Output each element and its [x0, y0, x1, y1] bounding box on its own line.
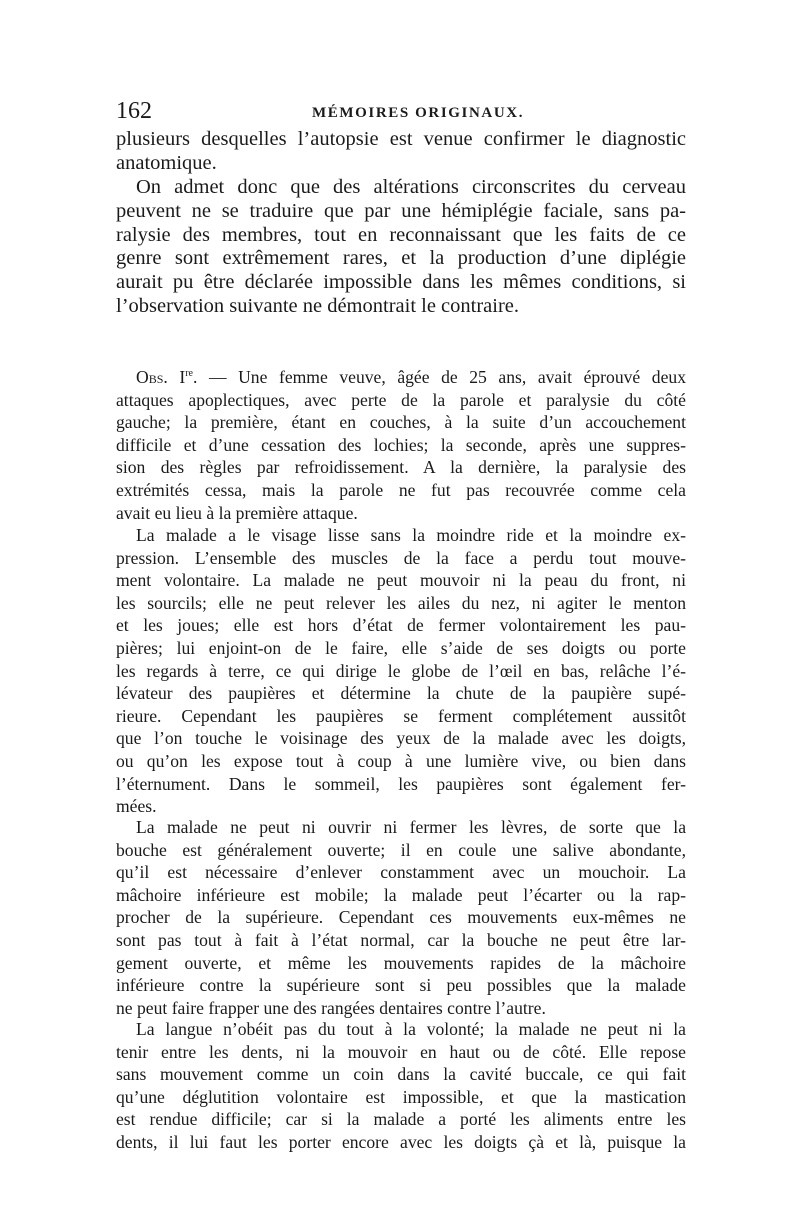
- text-line: pression. L’ensemble des muscles de la face a perdu tout mouve-: [116, 547, 686, 568]
- text-line: ou qu’on les expose tout à coup à une lumière vive, ou bien dans: [116, 750, 686, 771]
- text-line: ment volontaire. La malade ne peut mouvoir ni la peau du front, ni: [116, 570, 686, 591]
- paragraph-continuation: [116, 128, 686, 176]
- text-line: rieure. Cependant les paupières se ferment complétement aussitôt: [116, 705, 686, 726]
- observation-paragraph: [116, 366, 686, 524]
- text-line: sans mouvement comme un coin dans la cavité buccale, ce qui fait: [116, 1064, 686, 1085]
- text-line: mées.: [116, 796, 157, 817]
- text-line: mâchoire inférieure est mobile; la malade peut l’écarter ou la rap-: [116, 884, 686, 905]
- running-head: MÉMOIRES ORIGINAUX.: [312, 105, 525, 121]
- text-line: La malade a le visage lisse sans la moindre ride et la moindre ex-: [136, 525, 686, 545]
- page-number: 162: [116, 98, 152, 124]
- text-line: l’éternument. Dans le sommeil, les paupières sont également fer-: [116, 773, 686, 794]
- text-line: et les joues; elle est hors d’état de fermer volontairement les pau-: [116, 615, 686, 636]
- text-line: peuvent ne se traduire que par une hémiplégie faciale, sans pa-: [116, 199, 686, 222]
- text-line: sont pas tout à fait à l’état normal, car la bouche ne peut être lar-: [116, 929, 686, 950]
- text-line: inférieure contre la supérieure sont si peu possibles que la malade: [116, 975, 686, 996]
- text-line: qu’il est nécessaire d’enlever constamment avec un mouchoir. La: [116, 862, 686, 883]
- text-line: extrémités cessa, mais la parole ne fut pas recouvrée comme cela: [116, 479, 686, 500]
- text-line: On admet donc que des altérations circonscrites du cerveau: [136, 176, 686, 198]
- text-line: est rendue difficile; car si la malade a porté les aliments entre les: [116, 1109, 686, 1130]
- text-line: gauche; la première, étant en couches, à la suite d’un accouchement: [116, 412, 686, 433]
- paragraph-face: [116, 524, 686, 818]
- text-line: gement ouverte, et même les mouvements rapides de la mâchoire: [116, 952, 686, 973]
- text-line: attaques apoplectiques, avec perte de la parole et paralysie du côté: [116, 389, 686, 410]
- text-line: les regards à terre, ce qui dirige le globe de l’œil en bas, relâche l’é-: [116, 660, 686, 681]
- text-line: La langue n’obéit pas du tout à la volonté; la malade ne peut ni la: [136, 1019, 686, 1039]
- paragraph-tongue: [116, 1018, 686, 1154]
- text-line: que l’on touche le voisinage des yeux de la malade avec les doigts,: [116, 728, 686, 749]
- text-line: dents, il lui faut les porter encore avec les doigts çà et là, puisque la: [116, 1131, 686, 1152]
- text-line: ne peut faire frapper une des rangées dentaires contre l’autre.: [116, 997, 546, 1018]
- page-header: [116, 98, 686, 128]
- text-line: tenir entre les dents, ni la mouvoir en haut ou de côté. Elle repose: [116, 1041, 686, 1062]
- text-line: difficile et d’une cessation des lochies; la seconde, après une suppres-: [116, 434, 686, 455]
- observation-label-superscript: re: [185, 368, 193, 380]
- text-line: sion des règles par refroidissement. A la dernière, la paralysie des: [116, 457, 686, 478]
- text-line: pières; lui enjoint-on de le faire, elle s’aide de ses doigts ou porte: [116, 637, 686, 658]
- text-line: procher de la supérieure. Cependant ces mouvements eux-mêmes ne: [116, 907, 686, 928]
- text-line: aurait pu être déclarée impossible dans les mêmes conditions, si: [116, 271, 686, 294]
- paragraph-mouth: [116, 816, 686, 1019]
- observation-label: Obs. I: [136, 367, 186, 387]
- text-line: qu’une déglutition volontaire est impossible, et que la mastication: [116, 1086, 686, 1107]
- paragraph-introduction: [116, 176, 686, 319]
- text-line: bouche est généralement ouverte; il en coule une salive abondante,: [116, 839, 686, 860]
- observation-first-line: [116, 366, 686, 389]
- text-line: anatomique.: [116, 151, 217, 174]
- text-line: La malade ne peut ni ouvrir ni fermer les lèvres, de sorte que la: [136, 817, 686, 837]
- text-line: plusieurs desquelles l’autopsie est venue confirmer le diagnostic: [116, 128, 686, 150]
- text-line: l’observation suivante ne démontrait le contraire.: [116, 294, 520, 317]
- text-line: les sourcils; elle ne peut relever les ailes du nez, ni agiter le menton: [116, 592, 686, 613]
- text-line: avait eu lieu à la première attaque.: [116, 502, 358, 523]
- text-line: lévateur des paupières et détermine la chute de la paupière supé-: [116, 683, 686, 704]
- text-line: ralysie des membres, tout en reconnaissant que les faits de ce: [116, 223, 686, 246]
- text-line: genre sont extrêmement rares, et la production d’une diplégie: [116, 247, 686, 270]
- text-fragment: . — Une femme veuve, âgée de 25 ans, avait éprouvé deux: [192, 367, 686, 387]
